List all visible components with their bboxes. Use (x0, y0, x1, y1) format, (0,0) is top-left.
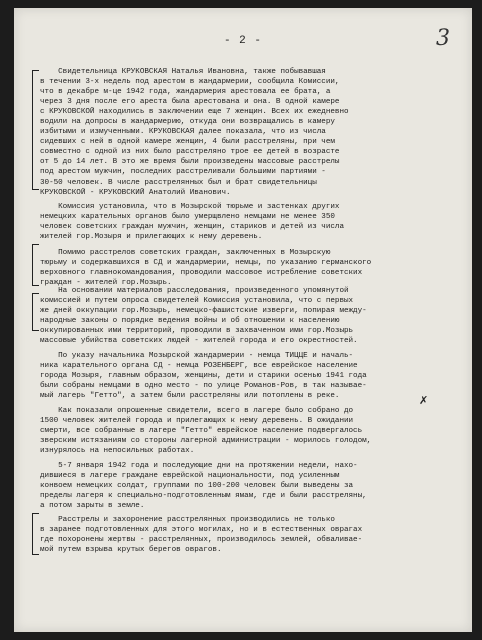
paragraph-burials (40, 515, 456, 555)
text-line: смерти, все собранные в лагере "Гетто" еврейское население подвергалось (40, 427, 363, 436)
text-line: ника карательного органа СД - немца РОЗЕНБЕРГ, все еврейское население (40, 362, 358, 371)
text-line: совместно с одной из них было расстреляно трое ее детей в возрасте (40, 148, 340, 157)
text-line: На основании материалов расследования, произведенного упомянутой (40, 287, 349, 295)
text-line: Расстрелы и захоронение расстрелянных производились не только (40, 516, 335, 524)
text-line: что в декабре м-це 1942 года, жандармерия арестовала ее брата, а (40, 88, 331, 97)
paragraph-investigation-results (40, 286, 456, 346)
text-line: Комиссия установила, что в Мозырской тюрьме и застенках других (40, 203, 340, 211)
text-line: 5-7 января 1942 года и последующие дни на протяжении недели, нахо- (40, 462, 358, 470)
text-line: где похоронены жертвы - расстрелянных, производилось землей, обваливае- (40, 536, 363, 545)
text-line: народные законы о порядке ведения войны и об отношении к населению (40, 317, 340, 326)
paragraph-witness-accounts (40, 406, 456, 456)
text-line: от 5 до 14 лет. В это же время были произведены массовые расстрелы (40, 158, 340, 167)
text-line: человек советских граждан мужчин, женщин, стариков и детей из числа (40, 223, 344, 232)
text-line: же дней оккупации гор.Мозырь, немецко-фашистские изверги, попирая между- (40, 307, 367, 316)
text-line: По указу начальника Мозырской жандармерии - немца ТИЦЦЕ и началь- (40, 352, 354, 360)
margin-bracket-mark (32, 293, 39, 331)
text-line: через 3 дня после его ареста была арестована и она. В одной камере (40, 98, 340, 107)
paragraph-commission-findings (40, 202, 456, 242)
text-line: комиссией и путем опроса свидетелей Комиссия установила, что с первых (40, 297, 354, 306)
text-line: а потом зарыты в земле. (40, 502, 145, 511)
text-line: жителей гор.Мозыря и прилегающих к нему деревень. (40, 233, 263, 242)
paragraph-mass-extermination (40, 248, 456, 288)
page-number: - 2 - (223, 35, 262, 47)
document-page (14, 8, 472, 632)
margin-bracket-mark (32, 244, 39, 286)
text-line: в течении 3-х недель под арестом в жандармерии, сообщила Комиссии, (40, 78, 340, 87)
text-line: с КРУКОВСКОЙ находились в заключении еще 7 женщин. Всех их ежедневно (40, 108, 349, 117)
text-line: Как показали опрошенные свидетели, всего в лагере было собрано до (40, 407, 354, 415)
paragraph-ghetto-order (40, 351, 456, 401)
text-line: были собраны немцами в одно место - по улице Романов-Ров, в так называе- (40, 382, 367, 391)
text-line: сидевших с ней в одной камере женщин, 4 были расстреляны, при чем (40, 138, 335, 147)
text-line: тюрьму и содержавшихся в СД и жандармерии, немцы, по указанию германского (40, 259, 372, 268)
text-line: водили на допросы в жандармерию, откуда они возвращались в камеру (40, 118, 335, 127)
text-line: немецких карательных органов было умерщвлено немцами не менее 350 (40, 213, 335, 222)
text-line: пределы лагеря к специально-подготовленным ямам, где и были расстреляны, (40, 492, 367, 501)
text-line: КРУКОВСКОЙ - КРУКОВСКИЙ Анатолий Иванович. (40, 188, 231, 197)
margin-bracket-mark (32, 513, 39, 555)
text-line: 1500 человек жителей города и прилегающих к нему деревень. В ожидании (40, 417, 354, 426)
text-line: конвоем немецких солдат, группами по 100-200 человек были выведены за (40, 482, 354, 491)
margin-bracket-mark (32, 70, 39, 190)
text-line: оккупированных ими территорий, проводили в захваченном ими гор.Мозырь (40, 327, 354, 336)
text-line: мой путем взрыва крутых берегов оврагов. (40, 546, 222, 555)
text-line: города Мозыря, главным образом, женщины, дети и старики осенью 1941 года (40, 372, 367, 381)
text-line: верховного главнокомандования, проводили массовое истребление советских (40, 269, 363, 278)
text-line: мый лагерь "Гетто", а затем были расстреляны или потоплены в реке. (40, 392, 340, 401)
paragraph-january-shootings (40, 461, 456, 511)
text-line: избитыми и измученными. КРУКОВСКАЯ далее показала, что из числа (40, 128, 326, 137)
handwritten-cross-mark: ✗ (419, 394, 429, 407)
text-line: в заранее подготовленных для этого могилах, но и в естественных оврагах (40, 526, 363, 535)
handwritten-page-number: 3 (436, 26, 450, 51)
text-line: Свидетельница КРУКОВСКАЯ Наталья Ивановна, также побывавшая (40, 68, 326, 76)
text-line: Помимо расстрелов советских граждан, заключенных в Мозырскую (40, 249, 331, 257)
text-line: изнурялось на непосильных работах. (40, 447, 195, 456)
text-line: зверским истязаниям со стороны лагерной администрации - морилось голодом, (40, 437, 372, 446)
text-line: массовые убийства советских людей - жителей города и его окрестностей. (40, 337, 358, 346)
paragraph-witness-krukovskaya (40, 67, 456, 198)
text-line: под арестом мужчин, последних расстреливали большими партиями - (40, 168, 326, 177)
text-line: граждан - жителей гор.Мозырь. (40, 279, 172, 288)
text-line: 30-50 человек. В числе расстрелянных был и брат свидетельницы (40, 178, 317, 187)
text-line: дившиеся в лагере граждане еврейской национальности, под усиленным (40, 472, 340, 481)
